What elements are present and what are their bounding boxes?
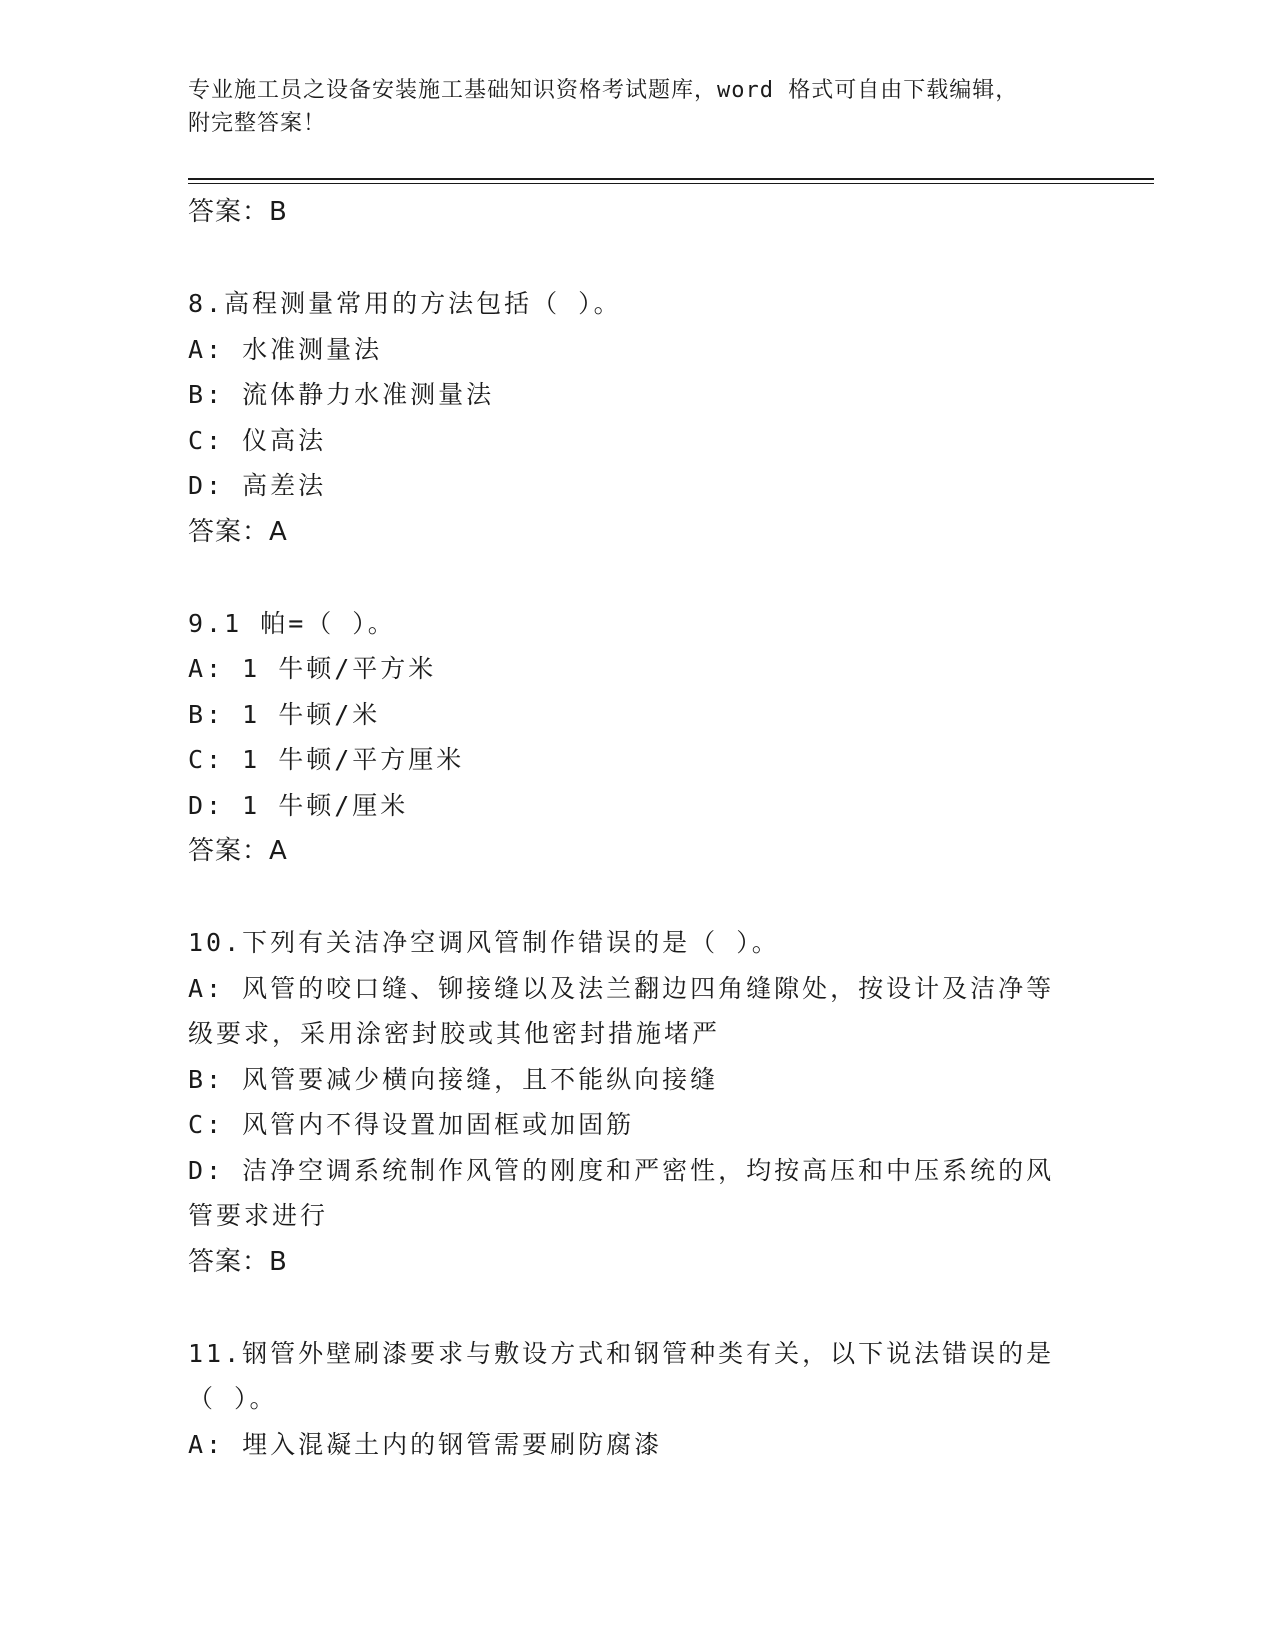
question-11 <box>188 1331 1088 1468</box>
question-8-option-c: C: 仪高法 <box>188 425 327 455</box>
question-11-option-a: A: 埋入混凝土内的钢管需要刷防腐漆 <box>188 1429 663 1459</box>
header-divider-thin <box>188 183 1154 184</box>
answer-9: 答案：A <box>188 836 288 866</box>
question-8-option-d: D: 高差法 <box>188 471 327 500</box>
question-8-option-a: A: 水准测量法 <box>188 334 383 364</box>
header-line-2: 附完整答案！ <box>188 111 327 136</box>
question-8 <box>188 281 1088 555</box>
spacer <box>188 1285 1088 1331</box>
question-10-option-b: B: 风管要减少横向接缝，且不能纵向接缝 <box>188 1064 719 1094</box>
header-line-1: 专业施工员之设备安装施工基础知识资格考试题库，word 格式可自由下载编辑， <box>188 78 1019 103</box>
question-9-option-c: C: 1 牛顿/平方厘米 <box>188 745 465 774</box>
question-8-option-b: B: 流体静力水准测量法 <box>188 380 495 409</box>
question-10-option-c: C: 风管内不得设置加固框或加固筋 <box>188 1110 635 1139</box>
question-10 <box>188 920 1088 1285</box>
question-10-option-d-cont: 管要求进行 <box>188 1201 329 1230</box>
question-7 <box>188 189 1088 235</box>
spacer <box>188 874 1088 920</box>
spacer <box>188 555 1088 601</box>
answer-8: 答案：A <box>188 516 288 547</box>
answer-7: 答案：B <box>188 197 288 227</box>
document-header <box>188 74 1088 140</box>
question-9-option-d: D: 1 牛顿/厘米 <box>188 790 409 820</box>
question-10-stem: 10.下列有关洁净空调风管制作错误的是（ ）。 <box>188 928 780 957</box>
question-11-stem: 11.钢管外壁刷漆要求与敷设方式和钢管种类有关，以下说法错误的是 <box>188 1338 1055 1368</box>
question-8-stem: 8.高程测量常用的方法包括（ ）。 <box>188 289 622 318</box>
question-9-option-b: B: 1 牛顿/米 <box>188 699 381 729</box>
question-9-stem: 9.1 帕=（ ）。 <box>188 608 396 638</box>
spacer <box>188 235 1088 281</box>
header-divider-thick <box>188 178 1154 180</box>
answer-10: 答案：B <box>188 1246 288 1277</box>
question-11-stem-cont: （ ）。 <box>188 1384 278 1413</box>
question-10-option-d: D: 洁净空调系统制作风管的刚度和严密性，均按高压和中压系统的风 <box>188 1155 1055 1185</box>
question-10-option-a: A: 风管的咬口缝、铆接缝以及法兰翻边四角缝隙处，按设计及洁净等 <box>188 973 1055 1003</box>
question-10-option-a-cont: 级要求，采用涂密封胶或其他密封措施堵严 <box>188 1019 721 1048</box>
question-9 <box>188 601 1088 875</box>
question-9-option-a: A: 1 牛顿/平方米 <box>188 654 437 683</box>
question-list <box>188 189 1088 1467</box>
